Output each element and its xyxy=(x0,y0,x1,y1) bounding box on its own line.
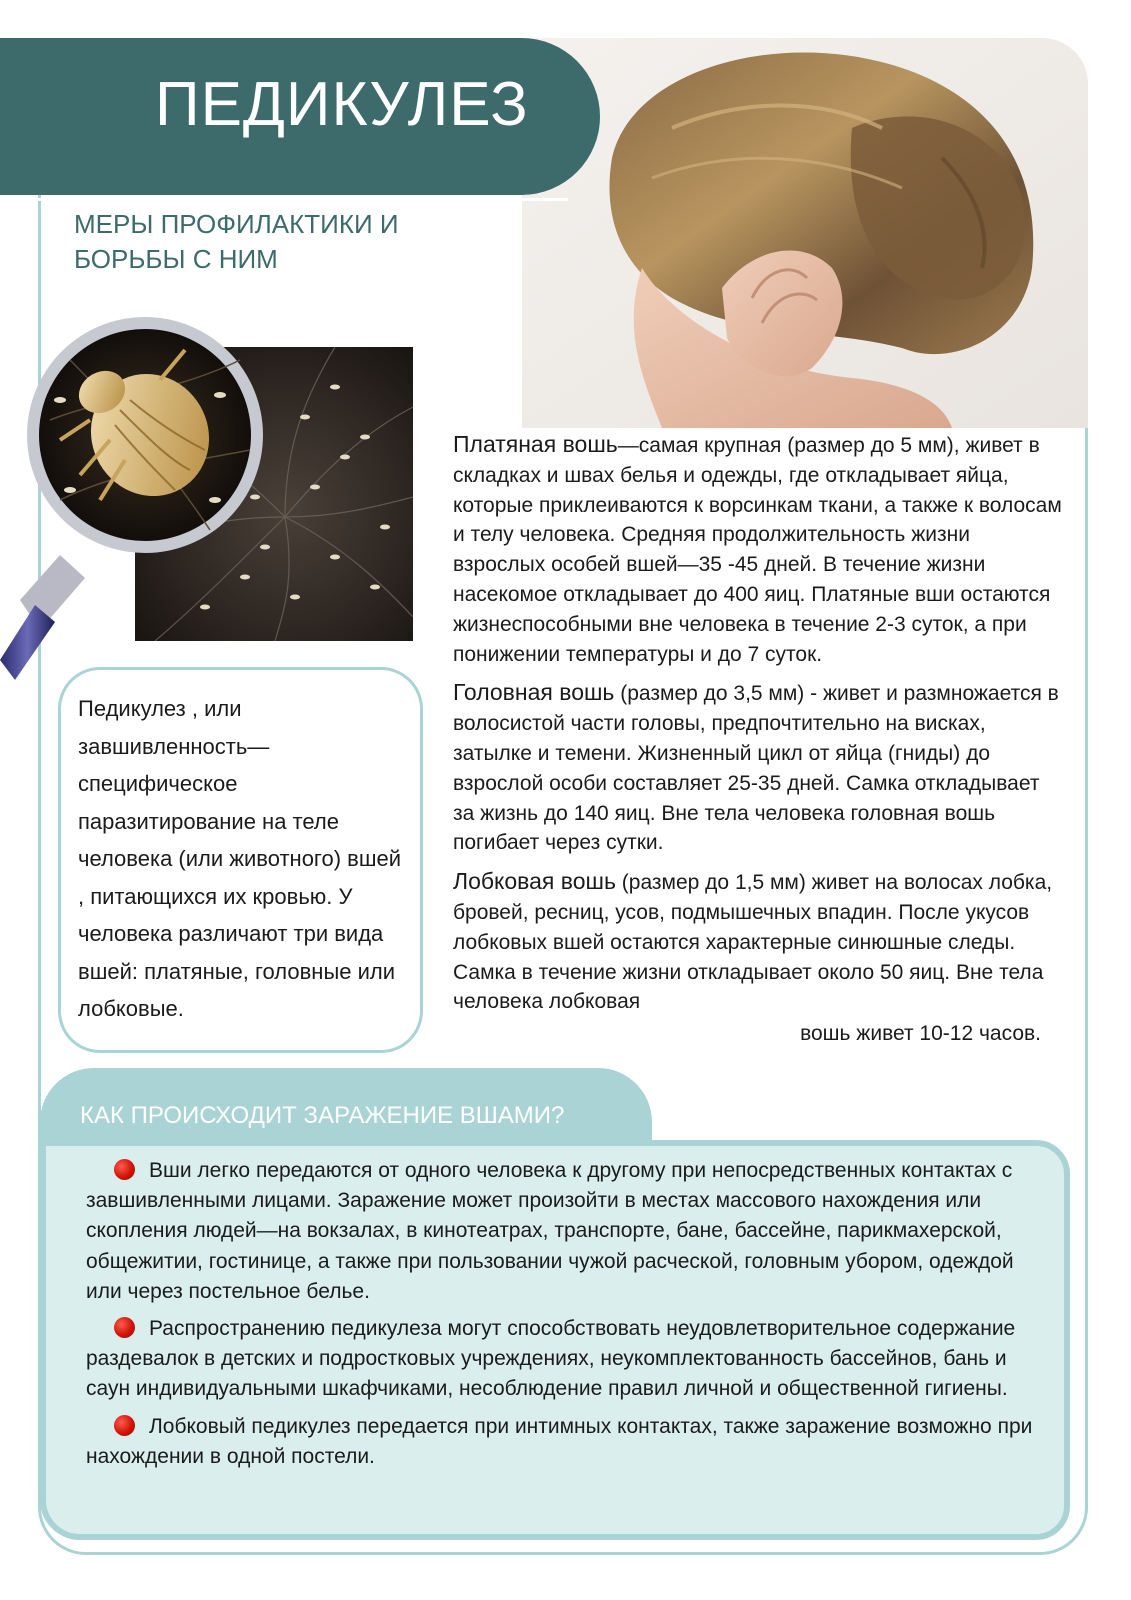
red-bullet-icon xyxy=(114,1159,135,1180)
page-subtitle: МЕРЫ ПРОФИЛАКТИКИ И БОРЬБЫ С НИМ xyxy=(74,209,399,274)
list-item xyxy=(86,1314,1046,1405)
head-lice-paragraph xyxy=(453,678,1063,858)
banner-underline xyxy=(0,198,568,201)
head-lice-text: (размер до 3,5 мм) - живет и размножается в волосистой части головы, предпочтительно на висках, затылке и темени. Жизненный цикл от яйца (гниды) до взрослой особи составляет 25-35 дней. Самка откладывает за жизнь до 140 яиц. Вне тела человека головная вошь погибает через сутки. xyxy=(453,682,1059,855)
infection-item-text: Лобковый педикулез передается при интимных контактах, также заражение возможно при нахождении в одной постели. xyxy=(86,1414,1033,1468)
red-bullet-icon xyxy=(114,1415,135,1436)
red-bullet-icon xyxy=(114,1317,135,1338)
infection-section-title: КАК ПРОИСХОДИТ ЗАРАЖЕНИЕ ВШАМИ? xyxy=(80,1102,565,1129)
infection-list xyxy=(86,1156,1046,1479)
pubic-lice-text: (размер до 1,5 мм) живет на волосах лобка, бровей, ресниц, усов, подмышечных впадин. После укусов лобковых вшей остаются характерные синюшные следы. Самка в течение жизни откладывает около 50 яиц. Вне тела человека лобковая xyxy=(453,871,1053,1014)
lice-types-column xyxy=(453,430,1063,1058)
page-title: ПЕДИКУЛЕЗ xyxy=(155,70,529,139)
woman-scratching-head-photo xyxy=(522,38,1088,428)
list-item xyxy=(86,1412,1046,1472)
infection-item-text: Вши легко передаются от одного человека к другому при непосредственных контактах с завшивленными лицами. Заражение может произойти в местах массового нахождения или скопления людей—на вокзалах, в кинотеатрах, транспорте, бане, бассейне, парикмахерской, общежитии, гостинице, а также при пользовании чужой расческой, головным убором, одеждой или через постельное белье. xyxy=(86,1159,1014,1303)
definition-text: Педикулез , или завшивленность—специфическое паразитирование на теле человека (или животного) вшей , питающихся их кровью. У человека различают три вида вшей: платяные, головные или лобковые. xyxy=(78,696,402,1021)
pubic-lice-paragraph xyxy=(453,867,1063,1017)
head-lice-term: Головная вошь xyxy=(453,679,615,706)
pubic-lice-text-end: вошь живет 10-12 часов. xyxy=(800,1022,1041,1046)
magnifier-louse-illustration xyxy=(0,300,275,680)
list-item xyxy=(86,1156,1046,1307)
pubic-lice-term: Лобковая вошь xyxy=(453,868,616,895)
body-lice-term: Платяная вошь xyxy=(453,431,618,457)
body-lice-text: —самая крупная (размер до 5 мм), живет в складках и швах белья и одежды, где откладывает яйца, которые приклеиваются к ворсинкам ткани, а также к волосам и телу человека. Средняя продолжительность жизни взрослых особей вшей—35 -45 дней. В течение жизни насекомое откладывает до 400 яиц. Платяные вши остаются жизнеспособными вне человека в течение 2-3 суток, а при понижении температуры и до 7 суток. xyxy=(453,434,1062,666)
body-lice-paragraph xyxy=(453,430,1063,669)
infection-item-text: Распространению педикулеза могут способствовать неудовлетворительное содержание раздевалок в детских и подростковых учреждениях, неукомплектованность бассейнов, бань и саун индивидуальными шкафчиками, несоблюдение правил личной и общественной гигиены. xyxy=(86,1317,1016,1401)
